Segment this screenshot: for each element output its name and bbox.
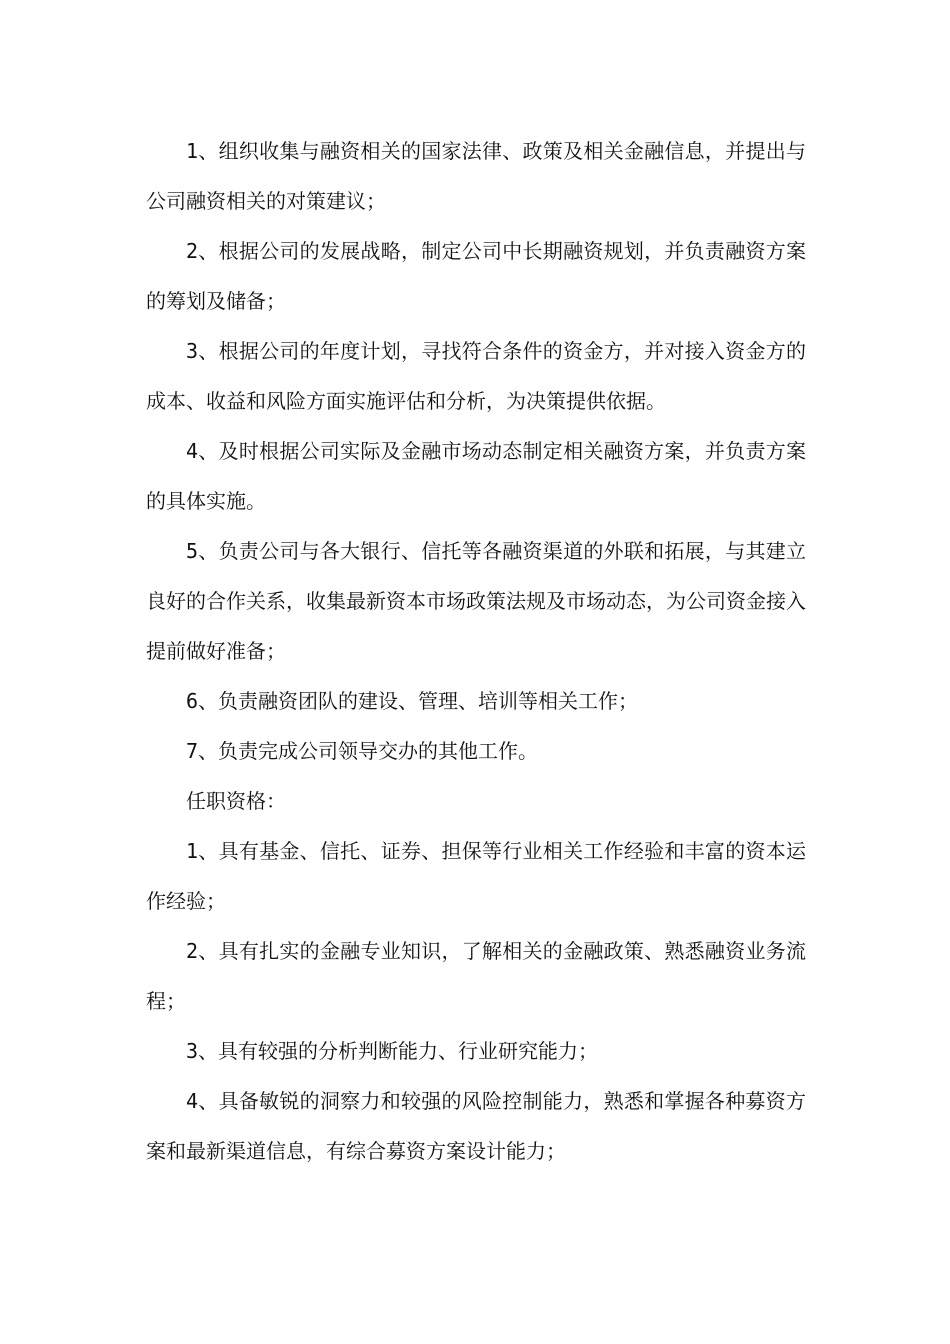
qualification-item-4: 4、具备敏锐的洞察力和较强的风险控制能力，熟悉和掌握各种募资方案和最新渠道信息，有综合募资方案设计能力； (146, 1089, 806, 1163)
duty-item-7: 7、负责完成公司领导交办的其他工作。 (186, 739, 539, 763)
duty-item-4: 4、及时根据公司实际及金融市场动态制定相关融资方案，并负责方案的具体实施。 (146, 439, 806, 513)
duty-item-1: 1、组织收集与融资相关的国家法律、政策及相关金融信息，并提出与公司融资相关的对策建议； (146, 139, 806, 213)
qualifications-heading: 任职资格： (186, 789, 286, 813)
qualification-item-3: 3、具有较强的分析判断能力、行业研究能力； (186, 1039, 599, 1063)
document-body (146, 126, 806, 1176)
duty-item-2: 2、根据公司的发展战略，制定公司中长期融资规划，并负责融资方案的筹划及储备； (146, 239, 806, 313)
qualification-item-1: 1、具有基金、信托、证券、担保等行业相关工作经验和丰富的资本运作经验； (146, 839, 806, 913)
qualification-item-2: 2、具有扎实的金融专业知识，了解相关的金融政策、熟悉融资业务流程； (146, 939, 806, 1013)
duty-item-3: 3、根据公司的年度计划，寻找符合条件的资金方，并对接入资金方的成本、收益和风险方面实施评估和分析，为决策提供依据。 (146, 339, 806, 413)
duty-item-6: 6、负责融资团队的建设、管理、培训等相关工作； (186, 689, 639, 713)
duty-item-5: 5、负责公司与各大银行、信托等各融资渠道的外联和拓展，与其建立良好的合作关系，收集最新资本市场政策法规及市场动态，为公司资金接入提前做好准备； (146, 539, 806, 663)
